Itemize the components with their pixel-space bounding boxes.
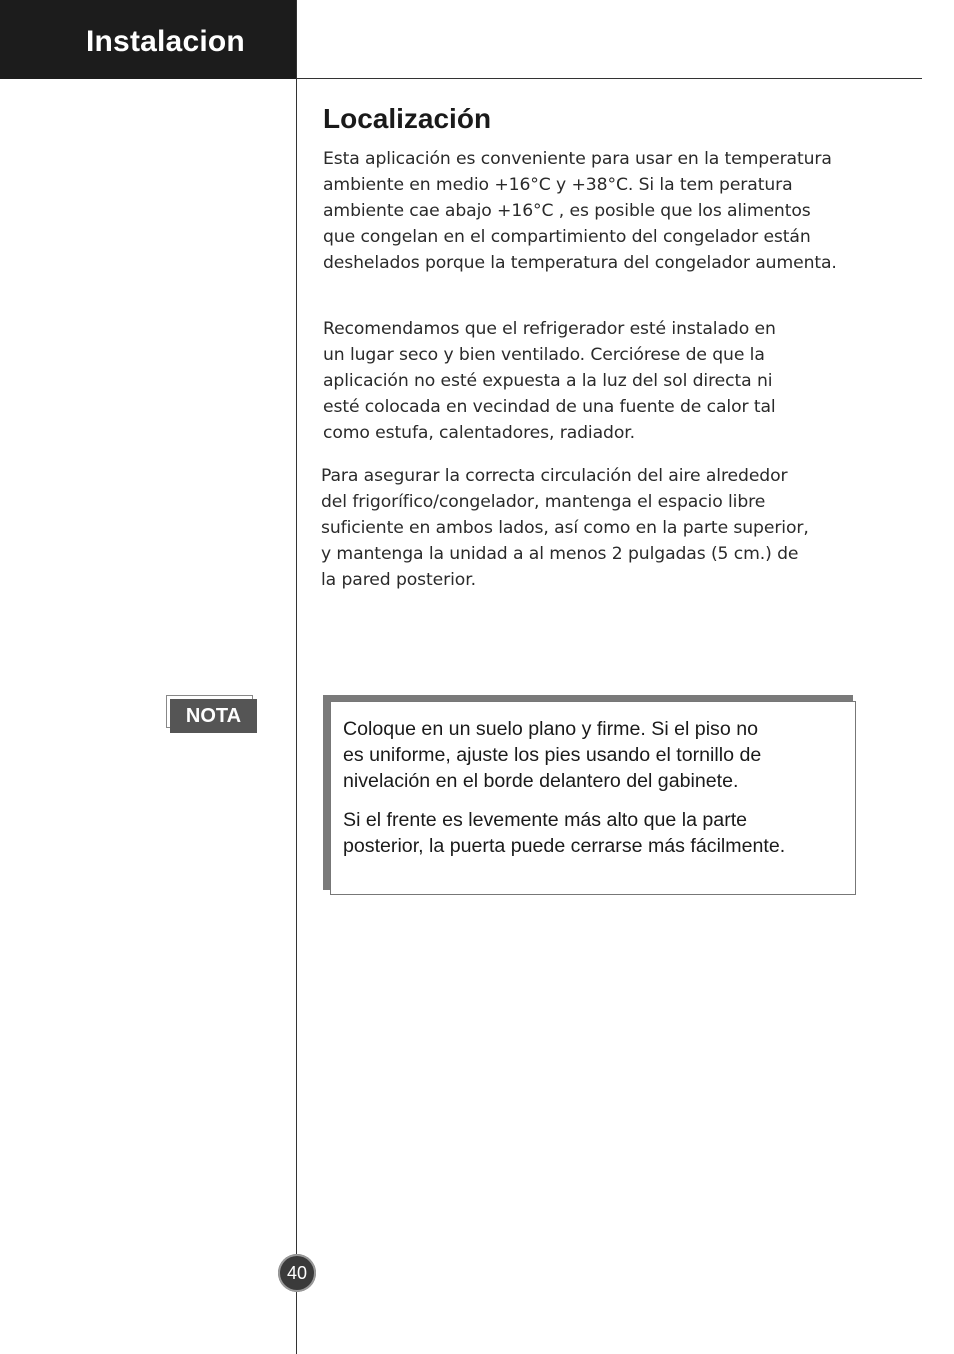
header-divider	[297, 78, 922, 79]
paragraph-location: Recomendamos que el refrigerador esté instalado en un lugar seco y bien ventilado. Cerciórese de que la aplicación no esté expuesta a la luz del sol directa ni esté colocada en vecindad de una fuente de calor tal como estufa, calentadores, radiador.	[323, 319, 776, 443]
section-title: Localización	[323, 103, 492, 134]
header-title: Instalacion	[86, 25, 245, 58]
note-text-door: Si el frente es levemente más alto que la parte posterior, la puerta puede cerrarse más fácilmente.	[343, 809, 786, 857]
page-number: 40	[278, 1254, 316, 1292]
paragraph-ventilation: Para asegurar la correcta circulación del aire alrededor del frigorífico/congelador, mantenga el espacio libre suficiente en ambos lados, así como en la parte superior, y mantenga la unidad a al menos 2 pulgadas (5 cm.) de la pared posterior.	[321, 466, 809, 590]
vertical-divider	[296, 0, 297, 1354]
note-text-level: Coloque en un suelo plano y firme. Si el piso no es uniforme, ajuste los pies usando el tornillo de nivelación en el borde delantero del gabinete.	[343, 718, 762, 792]
paragraph-temperature: Esta aplicación es conveniente para usar en la temperatura ambiente en medio +16°C y +38°C. Si la tem peratura ambiente cae abajo +16°C , es posible que los alimentos que congelan en el compartimiento del congelador están deshelados porque la temperatura del congelador aumenta.	[323, 149, 837, 273]
header-block	[0, 0, 297, 79]
nota-badge-label: NOTA	[185, 705, 242, 727]
nota-badge	[166, 695, 256, 733]
